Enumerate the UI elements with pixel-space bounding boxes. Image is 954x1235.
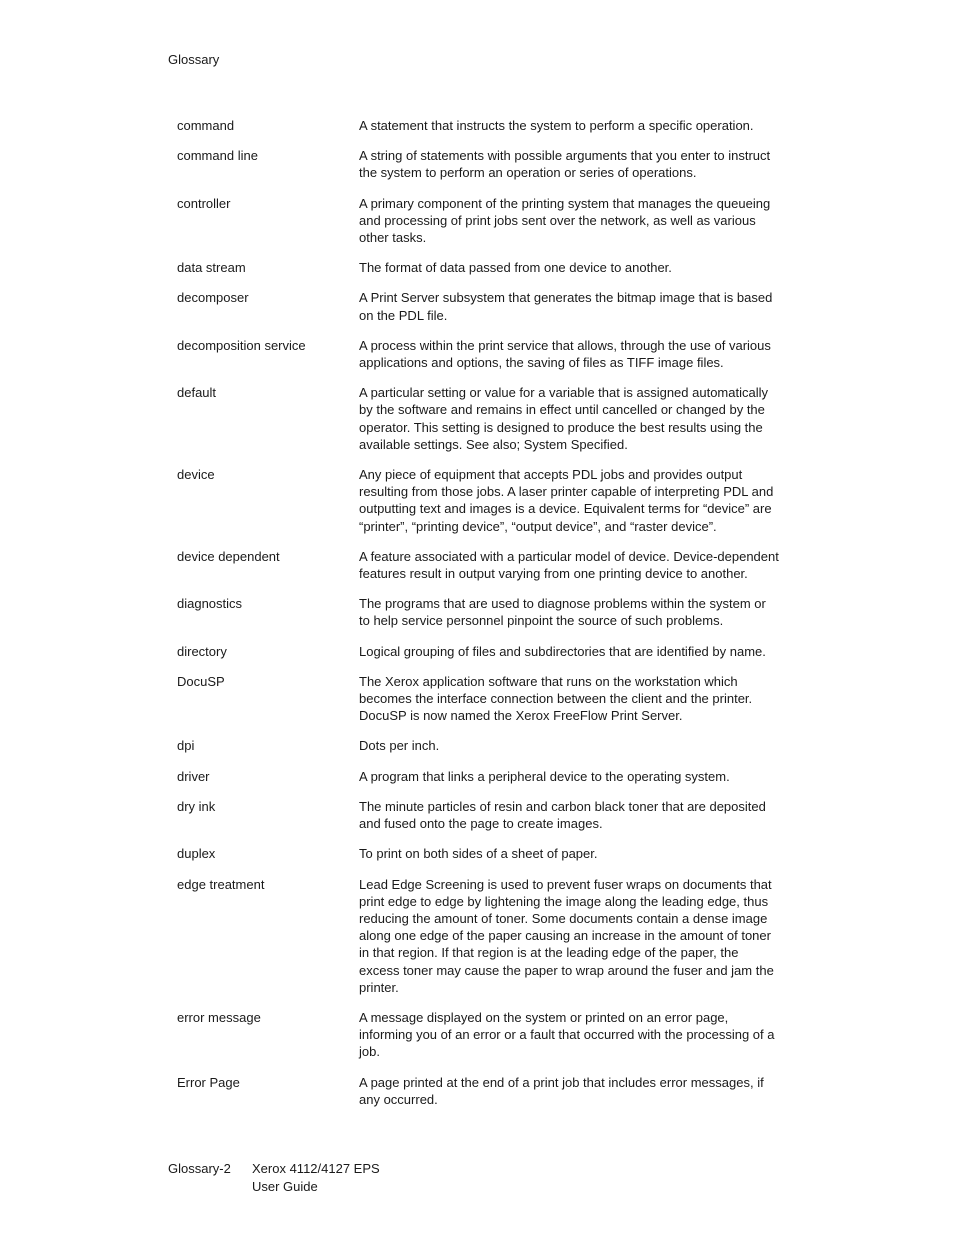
- glossary-entry: [177, 768, 787, 785]
- glossary-entry: [177, 259, 787, 276]
- glossary-term: command line: [177, 148, 258, 164]
- glossary-definition: A string of statements with possible arguments that you enter to instruct the system to perform an operation or series of operations.: [359, 148, 771, 181]
- glossary-term: default: [177, 385, 217, 401]
- glossary-entry: [177, 595, 787, 629]
- glossary-entry: [177, 337, 787, 371]
- glossary-definition: The minute particles of resin and carbon black toner that are deposited and fused onto the page to create images.: [359, 798, 766, 832]
- glossary-definition: Dots per inch.: [359, 738, 440, 754]
- glossary-entry: [177, 289, 787, 323]
- glossary-definition: A primary component of the printing system that manages the queueing and processing of print jobs sent over the network, as well as various other tasks.: [359, 195, 771, 246]
- glossary-term: diagnostics: [177, 596, 243, 612]
- glossary-definition: A particular setting or value for a variable that is assigned automatically by the software and remains in effect until cancelled or changed by the operator. This setting is designed to produce the best results using the available settings. See also; System Specified.: [359, 385, 768, 452]
- glossary-entry: [177, 876, 787, 996]
- page-number: Glossary-2: [168, 1161, 231, 1176]
- glossary-definition: A page printed at the end of a print job that includes error messages, if any occurred.: [359, 1074, 764, 1107]
- glossary-entry: [177, 798, 787, 832]
- glossary-definition: To print on both sides of a sheet of paper.: [359, 846, 598, 862]
- glossary-term: data stream: [177, 260, 246, 276]
- glossary-entry: [177, 1074, 787, 1108]
- glossary-definition: Lead Edge Screening is used to prevent fuser wraps on documents that print edge to edge by lightening the image along the leading edge, thus reducing the amount of toner. Some documents contain a dense image along one edge of the paper causing an increase in the amount of toner in that region. If that region is at the leading edge of the paper, the excess toner may cause the paper to wrap around the fuser and jam the printer.: [359, 876, 774, 995]
- glossary-term: duplex: [177, 846, 216, 862]
- glossary-entry: [177, 845, 787, 862]
- glossary-entry: [177, 737, 787, 754]
- glossary-definition: The Xerox application software that runs on the workstation which becomes the interface connection between the client and the printer. DocuSP is now named the Xerox FreeFlow Print Server.: [359, 673, 753, 724]
- glossary-term: directory: [177, 643, 227, 659]
- glossary-term: dpi: [177, 738, 195, 754]
- glossary-term: edge treatment: [177, 876, 265, 892]
- glossary-term: Error Page: [177, 1074, 240, 1090]
- glossary-term: decomposer: [177, 290, 249, 306]
- glossary-term: driver: [177, 768, 210, 784]
- glossary-term: device dependent: [177, 548, 280, 564]
- glossary-definition: A process within the print service that allows, through the use of various applications and options, the saving of files as TIFF image files.: [359, 337, 771, 371]
- running-header: Glossary: [168, 52, 220, 67]
- glossary-entry: [177, 673, 787, 725]
- footer-product-info: [252, 1160, 380, 1196]
- glossary-definition: Any piece of equipment that accepts PDL jobs and provides output resulting from those jobs. A laser printer capable of interpreting PDL and outputting text and images is a device. Equivalent terms for “device” are “printer”, “printing device”, “output device”, and “raster device”.: [359, 467, 774, 534]
- glossary-definition: A statement that instructs the system to perform a specific operation.: [359, 118, 754, 133]
- glossary-term: device: [177, 467, 215, 483]
- glossary-entry: [177, 643, 787, 660]
- glossary-entry: [177, 466, 787, 535]
- glossary-definition: A program that links a peripheral device to the operating system.: [359, 768, 730, 784]
- glossary-entry: [177, 195, 787, 247]
- glossary-term: DocuSP: [177, 673, 225, 689]
- glossary-term: decomposition service: [177, 337, 306, 353]
- glossary-term: error message: [177, 1009, 261, 1025]
- glossary-definition: A Print Server subsystem that generates the bitmap image that is based on the PDL file.: [359, 290, 773, 323]
- page-footer: [168, 1160, 380, 1196]
- glossary-term: dry ink: [177, 798, 216, 814]
- product-name: Xerox 4112/4127 EPS: [252, 1161, 380, 1176]
- glossary-entry: [177, 1009, 787, 1061]
- glossary-definition: A feature associated with a particular model of device. Device-dependent features result in output varying from one printing device to another.: [359, 548, 779, 582]
- glossary-term: command: [177, 118, 235, 133]
- glossary-list: [177, 117, 787, 1121]
- glossary-entry: [177, 117, 787, 134]
- glossary-entry: [177, 384, 787, 453]
- glossary-entry: [177, 548, 787, 582]
- glossary-term: controller: [177, 195, 231, 211]
- glossary-definition: A message displayed on the system or printed on an error page, informing you of an error or a fault that occurred with the processing of a job.: [359, 1009, 775, 1060]
- glossary-definition: The format of data passed from one device to another.: [359, 260, 672, 276]
- glossary-definition: Logical grouping of files and subdirectories that are identified by name.: [359, 643, 766, 659]
- glossary-definition: The programs that are used to diagnose problems within the system or to help service personnel pinpoint the source of such problems.: [359, 596, 766, 629]
- glossary-entry: [177, 147, 787, 181]
- guide-name: User Guide: [252, 1179, 318, 1194]
